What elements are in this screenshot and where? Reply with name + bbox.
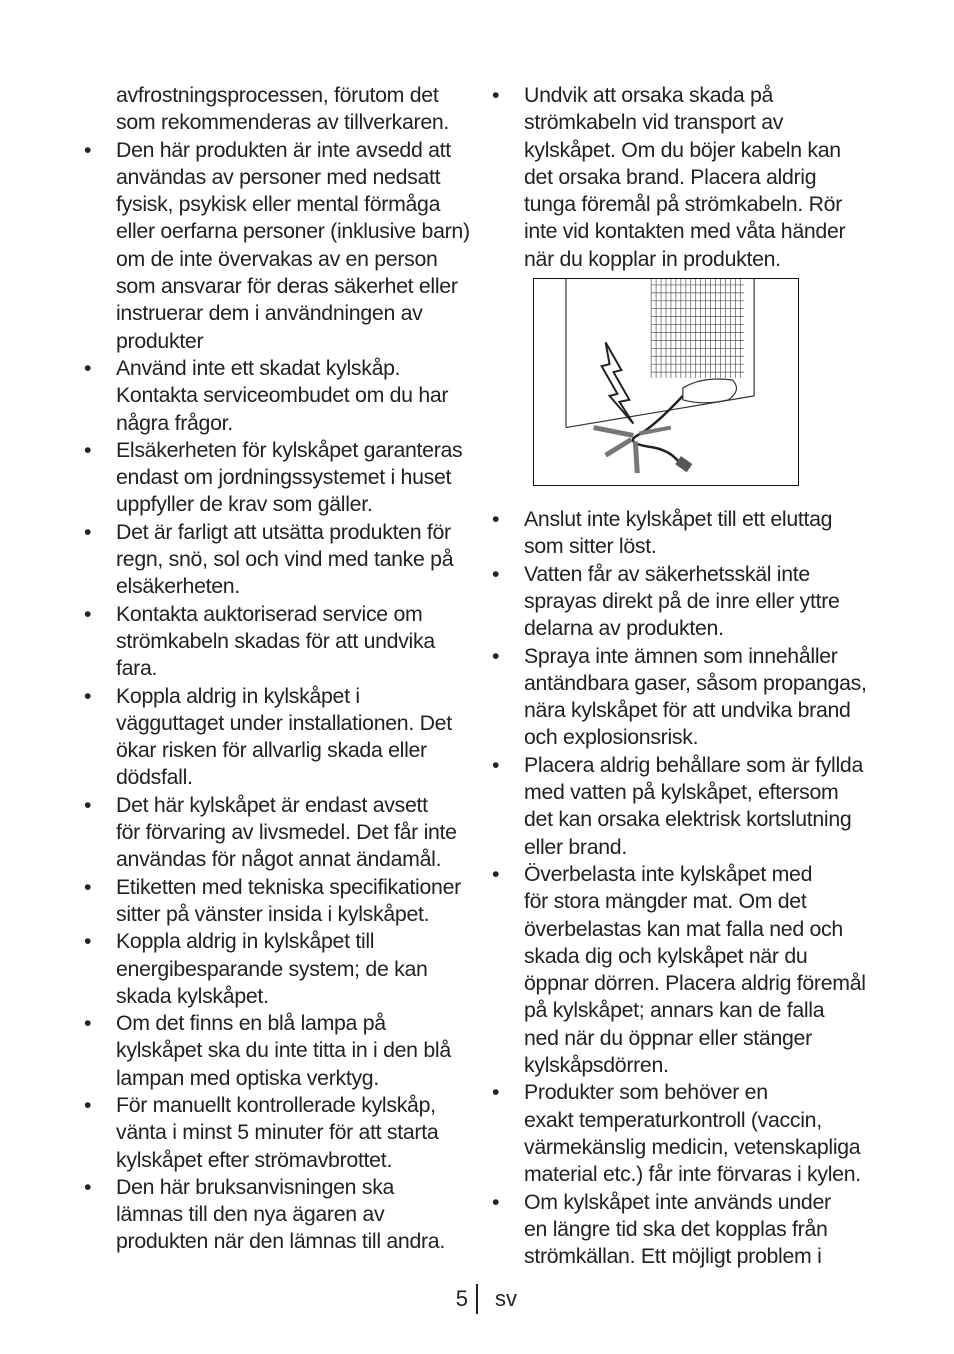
line-text: exakt temperaturkontroll (vaccin, <box>524 1107 822 1132</box>
line-text: för förvaring av livsmedel. Det får inte <box>116 820 457 845</box>
line-text: Produkter som behöver en <box>524 1080 768 1105</box>
line-text: lämnas till den nya ägaren av <box>116 1202 385 1227</box>
line-text: användas av personer med nedsatt <box>116 164 441 189</box>
line-text: Om kylskåpet inte används under <box>524 1189 831 1214</box>
line-text: material etc.) får inte förvaras i kylen. <box>524 1162 861 1187</box>
line-text: strömkabeln skadas för att undvika <box>116 628 435 653</box>
bullet-item-line <box>488 82 880 109</box>
text-line <box>488 191 880 218</box>
line-text: sitter på vänster insida i kylskåpet. <box>116 901 430 926</box>
bullet-item-line <box>80 928 472 955</box>
text-line <box>80 491 472 518</box>
bullet-item-line <box>488 561 880 588</box>
line-text: Det här kylskåpet är endast avsett <box>116 792 428 817</box>
language-code: sv <box>495 1286 517 1311</box>
line-text: För manuellt kontrollerade kylskåp, <box>116 1092 436 1117</box>
line-text: antändbara gaser, såsom propangas, <box>524 670 867 695</box>
bullet-icon: • <box>84 601 92 626</box>
text-line <box>80 218 472 245</box>
line-text: överbelastas kan mat falla ned och <box>524 916 843 941</box>
bullet-item-line <box>488 643 880 670</box>
line-text: kylskåpsdörren. <box>524 1053 669 1078</box>
text-line <box>488 670 880 697</box>
text-line <box>80 164 472 191</box>
line-text: energibesparande system; de kan <box>116 956 428 981</box>
page-number: 5 <box>455 1286 468 1311</box>
bullet-item-line <box>488 506 880 533</box>
line-text: Koppla aldrig in kylskåpet i <box>116 683 360 708</box>
text-line <box>80 246 472 273</box>
line-text: delarna av produkten. <box>524 616 724 641</box>
line-text: Om det finns en blå lampa på <box>116 1011 386 1036</box>
text-line <box>488 888 880 915</box>
text-line <box>488 533 880 560</box>
footer-divider <box>476 1284 478 1314</box>
line-text: Elsäkerheten för kylskåpet garanteras <box>116 437 463 462</box>
bullet-item-line <box>80 1092 472 1119</box>
text-line <box>80 764 472 791</box>
text-line <box>488 1243 880 1270</box>
text-line <box>488 246 880 273</box>
bullet-icon: • <box>84 437 92 462</box>
text-line <box>488 697 880 724</box>
text-line <box>80 191 472 218</box>
line-text: öppnar dörren. Placera aldrig föremål <box>524 971 866 996</box>
damaged-power-cable-icon <box>534 279 798 485</box>
bullet-item-line <box>488 1079 880 1106</box>
text-line <box>488 137 880 164</box>
line-text: strömkällan. Ett möjligt problem i <box>524 1244 822 1269</box>
line-text: det kan orsaka elektrisk kortslutning <box>524 807 852 832</box>
line-text: Använd inte ett skadat kylskåp. <box>116 355 401 380</box>
bullet-icon: • <box>492 861 500 886</box>
text-line <box>80 382 472 409</box>
text-line <box>488 1107 880 1134</box>
bullet-item-line <box>80 355 472 382</box>
text-line <box>80 901 472 928</box>
text-line <box>80 1037 472 1064</box>
line-text: Den här bruksanvisningen ska <box>116 1174 395 1199</box>
line-text: värmekänslig medicin, vetenskapliga <box>524 1134 861 1159</box>
line-text: skada kylskåpet. <box>116 983 269 1008</box>
bullet-item-line <box>80 137 472 164</box>
line-text: Anslut inte kylskåpet till ett eluttag <box>524 507 833 532</box>
text-line <box>488 943 880 970</box>
text-line <box>80 410 472 437</box>
line-text: Undvik att orsaka skada på <box>524 83 774 107</box>
text-line <box>488 218 880 245</box>
text-line <box>488 1025 880 1052</box>
text-line <box>488 970 880 997</box>
text-line <box>80 737 472 764</box>
text-line <box>488 588 880 615</box>
line-text: vänta i minst 5 minuter för att starta <box>116 1120 439 1145</box>
line-text: dödsfall. <box>116 765 193 790</box>
line-text: ökar risken för allvarlig skada eller <box>116 738 427 763</box>
line-text: Den här produkten är inte avsedd att <box>116 137 451 162</box>
line-text: Vatten får av säkerhetsskäl inte <box>524 561 810 586</box>
line-text: avfrostningsprocessen, förutom det <box>116 83 439 107</box>
text-line <box>80 1065 472 1092</box>
bullet-icon: • <box>492 1080 500 1105</box>
text-line <box>488 615 880 642</box>
text-line <box>80 628 472 655</box>
text-line <box>488 1161 880 1188</box>
text-line <box>80 819 472 846</box>
bullet-icon: • <box>84 1174 92 1199</box>
line-text: kylskåpet efter strömavbrottet. <box>116 1147 392 1172</box>
line-text: strömkabeln vid transport av <box>524 110 784 135</box>
bullet-item-line <box>488 1189 880 1216</box>
line-text: eller oerfarna personer (inklusive barn) <box>116 219 470 244</box>
line-text: uppfyller de krav som gäller. <box>116 492 373 517</box>
bullet-item-line <box>80 519 472 546</box>
page-footer <box>0 1282 954 1318</box>
text-line <box>488 1052 880 1079</box>
text-line <box>80 1228 472 1255</box>
right-column-text-bottom <box>488 506 880 1270</box>
left-column <box>80 82 472 1256</box>
line-text: som ansvarar för deras säkerhet eller <box>116 274 458 299</box>
text-line <box>488 806 880 833</box>
line-text: användas för något annat ändamål. <box>116 847 442 872</box>
line-text: tunga föremål på strömkabeln. Rör <box>524 192 842 217</box>
bullet-item-line <box>80 683 472 710</box>
text-line <box>80 573 472 600</box>
line-text: kylskåpet ska du inte titta in i den blå <box>116 1038 451 1063</box>
text-line <box>80 846 472 873</box>
line-text: när du kopplar in produkten. <box>524 246 781 271</box>
text-line <box>80 710 472 737</box>
line-text: fysisk, psykisk eller mental förmåga <box>116 192 441 217</box>
line-text: vägguttaget under installationen. Det <box>116 710 452 735</box>
text-line <box>80 1201 472 1228</box>
text-line <box>80 983 472 1010</box>
bullet-icon: • <box>84 137 92 162</box>
bullet-icon: • <box>84 874 92 899</box>
bullet-icon: • <box>84 683 92 708</box>
line-text: och explosionsrisk. <box>524 725 699 750</box>
text-line <box>80 546 472 573</box>
line-text: kylskåpet. Om du böjer kabeln kan <box>524 137 841 162</box>
line-text: Spraya inte ämnen som innehåller <box>524 643 838 668</box>
line-text: fara. <box>116 656 158 681</box>
bullet-icon: • <box>84 1092 92 1117</box>
bullet-icon: • <box>492 1189 500 1214</box>
line-text: som rekommenderas av tillverkaren. <box>116 110 450 135</box>
line-text: med vatten på kylskåpet, eftersom <box>524 780 839 805</box>
text-line <box>488 916 880 943</box>
line-text: om de inte övervakas av en person <box>116 246 438 271</box>
line-text: regn, snö, sol och vind med tanke på <box>116 547 454 572</box>
line-text: eller brand. <box>524 834 627 859</box>
line-text: en längre tid ska det kopplas från <box>524 1216 828 1241</box>
line-text: produkter <box>116 328 204 353</box>
text-line <box>488 834 880 861</box>
text-line <box>80 328 472 355</box>
bullet-item-line <box>488 861 880 888</box>
text-line <box>80 1119 472 1146</box>
line-text: ned när du öppnar eller stänger <box>524 1025 812 1050</box>
line-text: några frågor. <box>116 410 233 435</box>
line-text: som sitter löst. <box>524 534 657 559</box>
bullet-item-line <box>80 1010 472 1037</box>
text-line <box>488 1216 880 1243</box>
right-column-text-top <box>488 82 880 273</box>
text-line <box>488 779 880 806</box>
line-text: för stora mängder mat. Om det <box>524 889 807 914</box>
bullet-item-line <box>488 752 880 779</box>
bullet-icon: • <box>84 792 92 817</box>
bullet-item-line <box>80 1174 472 1201</box>
bullet-icon: • <box>84 355 92 380</box>
text-line <box>80 655 472 682</box>
bullet-icon: • <box>84 1011 92 1036</box>
power-cable-warning-illustration <box>533 278 799 486</box>
text-line <box>80 300 472 327</box>
text-line <box>488 109 880 136</box>
text-line <box>80 82 472 109</box>
text-line <box>488 164 880 191</box>
text-line <box>80 1147 472 1174</box>
bullet-icon: • <box>492 83 500 107</box>
line-text: instruerar dem i användningen av <box>116 301 423 326</box>
bullet-item-line <box>80 874 472 901</box>
bullet-icon: • <box>84 929 92 954</box>
line-text: Kontakta serviceombudet om du har <box>116 383 449 408</box>
bullet-icon: • <box>492 507 500 532</box>
line-text: Etiketten med tekniska specifikationer <box>116 874 461 899</box>
line-text: Kontakta auktoriserad service om <box>116 601 423 626</box>
bullet-item-line <box>80 792 472 819</box>
line-text: Koppla aldrig in kylskåpet till <box>116 929 375 954</box>
line-text: på kylskåpet; annars kan de falla <box>524 998 825 1023</box>
text-line <box>80 956 472 983</box>
line-text: Överbelasta inte kylskåpet med <box>524 861 813 886</box>
line-text: sprayas direkt på de inre eller yttre <box>524 588 840 613</box>
bullet-icon: • <box>84 519 92 544</box>
text-line <box>488 1134 880 1161</box>
line-text: lampan med optiska verktyg. <box>116 1065 379 1090</box>
text-line <box>80 273 472 300</box>
bullet-item-line <box>80 437 472 464</box>
line-text: endast om jordningssystemet i huset <box>116 465 452 490</box>
text-line <box>80 109 472 136</box>
line-text: produkten när den lämnas till andra. <box>116 1229 445 1254</box>
text-line <box>80 464 472 491</box>
text-line <box>488 724 880 751</box>
bullet-icon: • <box>492 561 500 586</box>
line-text: Placera aldrig behållare som är fyllda <box>524 752 863 777</box>
bullet-icon: • <box>492 643 500 668</box>
line-text: inte vid kontakten med våta händer <box>524 219 846 244</box>
text-line <box>488 997 880 1024</box>
line-text: Det är farligt att utsätta produkten för <box>116 519 451 544</box>
bullet-icon: • <box>492 752 500 777</box>
right-column <box>488 82 880 1270</box>
bullet-item-line <box>80 601 472 628</box>
line-text: elsäkerheten. <box>116 574 240 599</box>
line-text: nära kylskåpet för att undvika brand <box>524 698 851 723</box>
line-text: det orsaka brand. Placera aldrig <box>524 164 817 189</box>
line-text: skada dig och kylskåpet när du <box>524 943 808 968</box>
